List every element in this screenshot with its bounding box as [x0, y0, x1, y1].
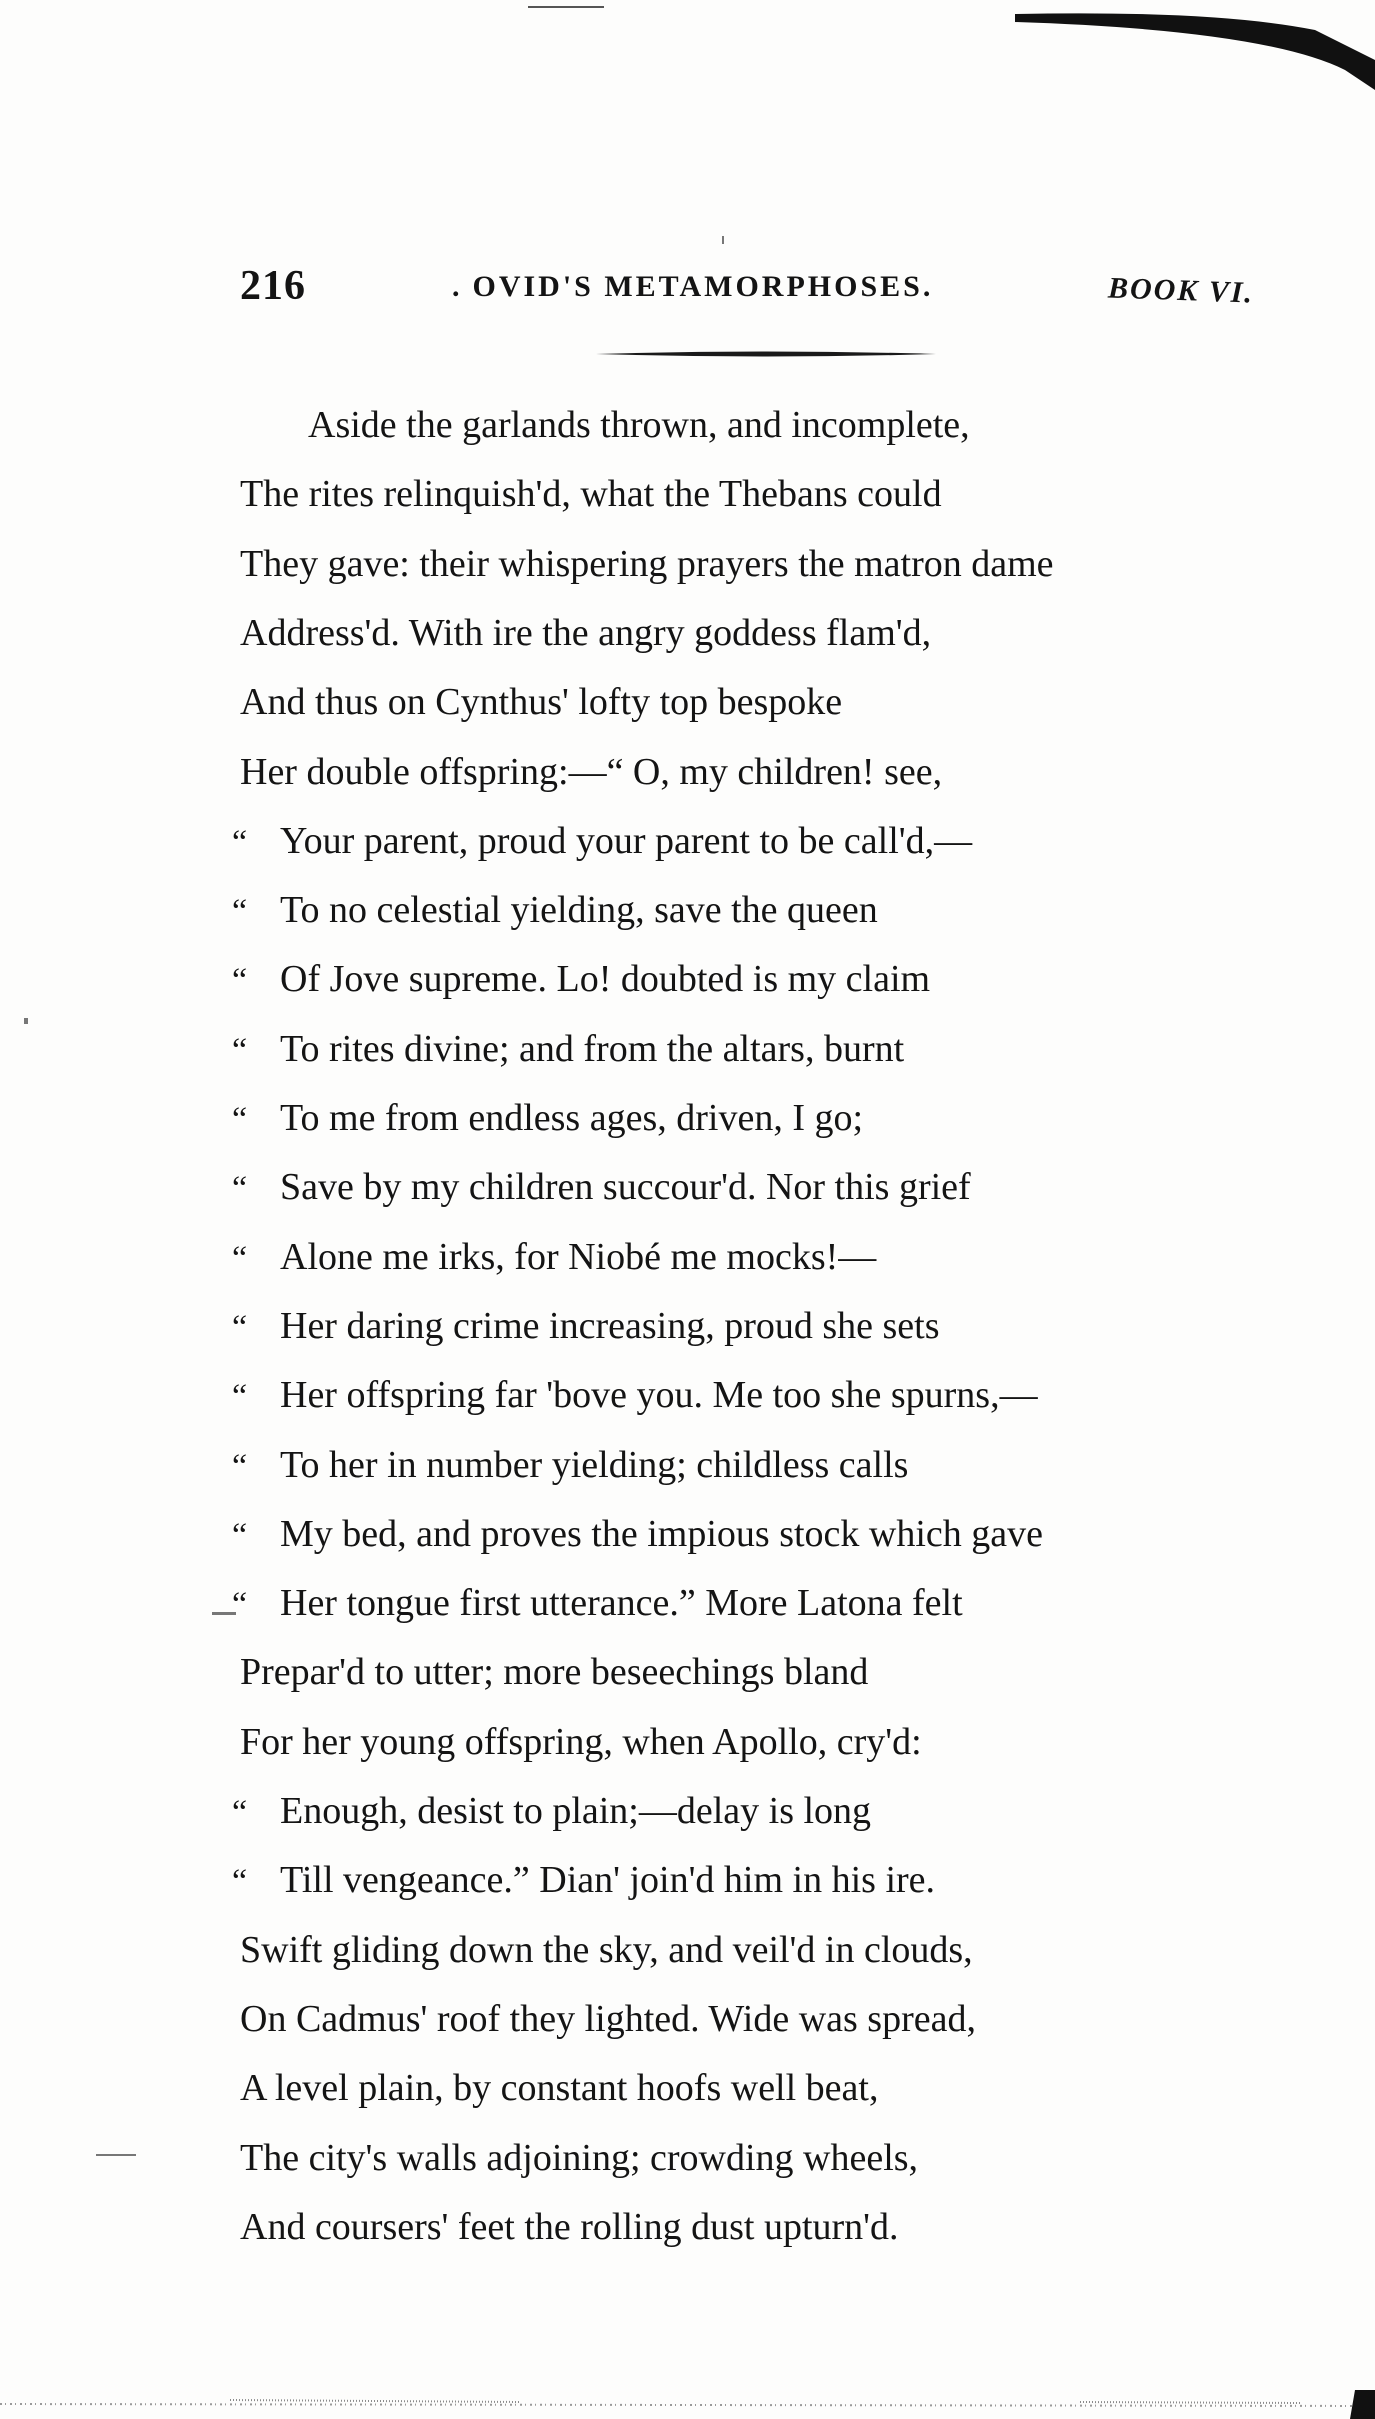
verse-line-text: And coursers' feet the rolling dust upturn'd. — [240, 2206, 899, 2248]
quote-mark: “ — [232, 1586, 248, 1623]
verse-line-text: Swift gliding down the sky, and veil'd in clouds, — [240, 1929, 973, 1971]
verse-line-text: Her daring crime increasing, proud she sets — [280, 1305, 940, 1347]
verse-line-text: My bed, and proves the impious stock which gave — [280, 1513, 1044, 1555]
quote-mark: “ — [232, 824, 248, 861]
verse-line-text: Aside the garlands thrown, and incomplete, — [308, 404, 970, 446]
verse-line-text: Her double offspring:—“ O, my children! see, — [240, 751, 943, 793]
quote-mark: “ — [232, 1794, 248, 1831]
verse-line — [308, 402, 970, 448]
quote-mark: “ — [232, 1101, 248, 1138]
verse-line-text: Till vengeance.” Dian' join'd him in his ire. — [280, 1859, 936, 1901]
verse-line — [232, 1788, 871, 1836]
verse-line-text: Your parent, proud your parent to be call'd,— — [280, 820, 973, 862]
verse-line — [232, 818, 972, 866]
verse-line — [232, 1857, 935, 1905]
verse-line — [240, 471, 942, 517]
verse-line-text: Alone me irks, for Niobé me mocks!— — [280, 1236, 877, 1278]
verse-line-text: The rites relinquish'd, what the Thebans could — [240, 473, 942, 515]
quote-mark: “ — [232, 1032, 248, 1069]
verse-line-text: They gave: their whispering prayers the matron dame — [240, 543, 1054, 585]
running-title-dot: . — [452, 270, 463, 303]
page-number: 216 — [240, 263, 306, 309]
verse-line-text: For her young offspring, when Apollo, cry'd: — [240, 1721, 922, 1763]
page-header — [0, 262, 1375, 322]
quote-mark: “ — [232, 1240, 248, 1277]
verse-line — [240, 1649, 868, 1695]
verse-line-text: Her offspring far 'bove you. Me too she spurns,— — [280, 1374, 1038, 1416]
quote-mark: “ — [232, 1378, 248, 1415]
bottom-edge-dust — [0, 2390, 1375, 2419]
verse-line — [232, 956, 930, 1004]
verse-line — [232, 887, 878, 935]
verse-line-text: Prepar'd to utter; more beseechings bland — [240, 1651, 869, 1693]
verse-line — [232, 1442, 908, 1490]
quote-mark: “ — [232, 1309, 248, 1346]
verse-line — [240, 1996, 976, 2042]
quote-mark: “ — [232, 962, 248, 999]
page-corner-shadow — [1015, 0, 1375, 90]
title-rule — [596, 350, 936, 358]
verse-line-text: To her in number yielding; childless calls — [280, 1444, 909, 1486]
verse-line — [240, 2135, 918, 2181]
verse-line — [232, 1026, 904, 1074]
verse-line-text: Address'd. With ire the angry goddess flam'd, — [240, 612, 932, 654]
verse-line — [240, 541, 1054, 587]
verse-line-text: Of Jove supreme. Lo! doubted is my claim — [280, 958, 931, 1000]
running-title-text: OVID'S METAMORPHOSES. — [472, 270, 934, 303]
verse-line — [232, 1164, 971, 1212]
verse-line — [240, 1719, 922, 1765]
verse-line-text: And thus on Cynthus' lofty top bespoke — [240, 681, 843, 723]
verse-line — [240, 2204, 899, 2250]
quote-mark: “ — [232, 1863, 248, 1900]
margin-speck — [24, 1018, 28, 1024]
verse-line-text: On Cadmus' roof they lighted. Wide was spread, — [240, 1998, 976, 2040]
verse-line-text: To me from endless ages, driven, I go; — [280, 1097, 864, 1139]
verse-line — [232, 1372, 1038, 1420]
verse-line — [232, 1303, 940, 1351]
verse-line — [232, 1511, 1043, 1559]
verse-line — [232, 1580, 963, 1628]
verse-line — [232, 1095, 863, 1143]
verse-line — [240, 1927, 973, 1973]
verse-line-text: To no celestial yielding, save the queen — [280, 889, 878, 931]
book-label: BOOK VI. — [1107, 271, 1255, 310]
verse-line — [240, 610, 931, 656]
verse-line — [240, 679, 842, 725]
quote-mark: “ — [232, 893, 248, 930]
verse-line-text: A level plain, by constant hoofs well beat, — [240, 2067, 879, 2109]
running-title — [452, 270, 933, 304]
quote-mark: “ — [232, 1448, 248, 1485]
verse-line-text: The city's walls adjoining; crowding wheels, — [240, 2137, 919, 2179]
verse-line — [232, 1234, 876, 1282]
verse-line — [240, 749, 942, 795]
verse-line — [240, 2065, 878, 2111]
quote-mark: “ — [232, 1170, 248, 1207]
verse-line-text: Save by my children succour'd. Nor this grief — [280, 1166, 971, 1208]
verse-line-text: Her tongue first utterance.” More Latona felt — [280, 1582, 963, 1624]
verse-line-text: Enough, desist to plain;—delay is long — [280, 1790, 872, 1832]
top-edge-rule — [528, 6, 604, 8]
verse-line-text: To rites divine; and from the altars, burnt — [280, 1028, 905, 1070]
quote-mark: “ — [232, 1517, 248, 1554]
margin-speck — [96, 2154, 136, 2156]
margin-speck — [722, 236, 724, 244]
